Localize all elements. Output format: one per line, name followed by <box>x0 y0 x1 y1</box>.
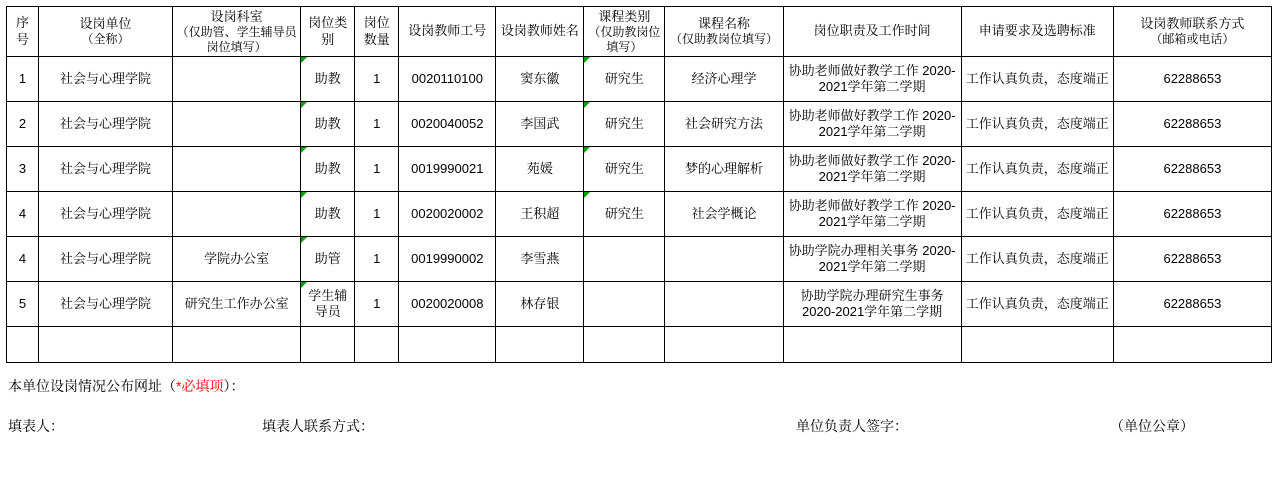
signature-line <box>6 415 1272 435</box>
cell-course-name[interactable] <box>665 237 783 282</box>
filler-contact-label: 填表人联系方式： <box>262 418 374 435</box>
cell-count[interactable]: 1 <box>355 282 399 327</box>
cell-course-type[interactable]: 研究生 <box>584 192 665 237</box>
cell-course-name[interactable]: 社会研究方法 <box>665 102 783 147</box>
cell-count[interactable]: 1 <box>355 57 399 102</box>
cell-course-type[interactable]: 研究生 <box>584 102 665 147</box>
cell-count[interactable]: 1 <box>355 147 399 192</box>
cell-course-name[interactable] <box>665 282 783 327</box>
header-course-name <box>665 7 783 57</box>
publish-url-line <box>6 375 1272 397</box>
cell-teacher-name[interactable]: 窦东徽 <box>496 57 584 102</box>
header-type-title: 岗位类别 <box>308 15 348 47</box>
header-course-name-title: 课程名称 <box>697 16 750 32</box>
cell-type[interactable]: 助教 <box>301 102 355 147</box>
cell-office[interactable] <box>173 102 301 147</box>
cell-contact[interactable] <box>1113 327 1271 363</box>
cell-office[interactable]: 学院办公室 <box>173 237 301 282</box>
header-count-title: 岗位数量 <box>363 15 390 47</box>
cell-count[interactable]: 1 <box>355 192 399 237</box>
header-teacher-id <box>399 7 496 57</box>
table-row[interactable] <box>7 327 1272 363</box>
cell-count[interactable]: 1 <box>355 102 399 147</box>
table-row[interactable] <box>7 282 1272 327</box>
table-header-row <box>7 7 1272 57</box>
cell-type[interactable]: 助管 <box>301 237 355 282</box>
cell-contact[interactable]: 62288653 <box>1113 147 1271 192</box>
cell-teacher-id[interactable]: 0020110100 <box>399 57 496 102</box>
cell-comment-marker <box>301 282 307 288</box>
cell-office[interactable] <box>173 192 301 237</box>
cell-duty[interactable]: 协助学院办理研究生事务 2020-2021学年第二学期 <box>783 282 961 327</box>
table-row[interactable] <box>7 237 1272 282</box>
cell-course-name[interactable]: 梦的心理解析 <box>665 147 783 192</box>
cell-requirement[interactable]: 工作认真负责，态度端正 <box>961 147 1113 192</box>
cell-comment-marker <box>584 192 590 198</box>
cell-office[interactable] <box>173 147 301 192</box>
cell-teacher-id[interactable]: 0019990002 <box>399 237 496 282</box>
cell-course-type[interactable]: 研究生 <box>584 147 665 192</box>
cell-type[interactable]: 助教 <box>301 57 355 102</box>
header-course-type-sub: （仅助教岗位填写） <box>588 25 661 54</box>
leader-signature-label: 单位负责人签字： <box>796 418 908 435</box>
cell-unit[interactable]: 社会与心理学院 <box>39 237 173 282</box>
cell-type[interactable]: 助教 <box>301 192 355 237</box>
cell-contact[interactable]: 62288653 <box>1113 102 1271 147</box>
publish-url-prefix: 本单位设岗情况公布网址（ <box>8 378 176 395</box>
cell-teacher-id[interactable]: 0020020002 <box>399 192 496 237</box>
cell-teacher-name[interactable]: 林存银 <box>496 282 584 327</box>
cell-course-type[interactable] <box>584 237 665 282</box>
cell-contact[interactable]: 62288653 <box>1113 237 1271 282</box>
cell-contact[interactable]: 62288653 <box>1113 282 1271 327</box>
header-no <box>7 7 39 57</box>
cell-duty[interactable]: 协助老师做好教学工作 2020-2021学年第二学期 <box>783 102 961 147</box>
header-count <box>355 7 399 57</box>
cell-course-name[interactable]: 经济心理学 <box>665 57 783 102</box>
cell-requirement[interactable]: 工作认真负责，态度端正 <box>961 102 1113 147</box>
cell-type[interactable]: 助教 <box>301 147 355 192</box>
cell-count[interactable] <box>355 327 399 363</box>
header-course-type-title: 课程类别 <box>598 9 651 24</box>
header-teacher-id-title: 设岗教师工号 <box>408 23 487 39</box>
cell-comment-marker <box>584 147 590 153</box>
header-unit-sub: （全称） <box>81 32 130 47</box>
cell-course-name[interactable]: 社会学概论 <box>665 192 783 237</box>
cell-office[interactable] <box>173 57 301 102</box>
cell-comment-marker <box>301 147 307 153</box>
header-course-name-sub: （仅助教岗位填写） <box>669 32 778 47</box>
cell-teacher-name[interactable]: 李雪燕 <box>496 237 584 282</box>
table-row[interactable] <box>7 147 1272 192</box>
table-row[interactable] <box>7 192 1272 237</box>
cell-duty[interactable]: 协助老师做好教学工作 2020-2021学年第二学期 <box>783 192 961 237</box>
cell-course-type[interactable] <box>584 327 665 363</box>
cell-teacher-name[interactable]: 苑媛 <box>496 147 584 192</box>
cell-no[interactable]: 1 <box>7 57 39 102</box>
cell-requirement[interactable]: 工作认真负责，态度端正 <box>961 57 1113 102</box>
header-contact-sub: （邮箱或电话） <box>1150 32 1235 47</box>
header-duty <box>783 7 961 57</box>
header-teacher-name-title: 设岗教师姓名 <box>500 23 579 39</box>
cell-unit[interactable]: 社会与心理学院 <box>39 57 173 102</box>
cell-contact[interactable]: 62288653 <box>1113 192 1271 237</box>
header-office <box>173 7 301 57</box>
table-row[interactable] <box>7 102 1272 147</box>
cell-teacher-id[interactable]: 0020020008 <box>399 282 496 327</box>
cell-no[interactable]: 3 <box>7 147 39 192</box>
table-row[interactable] <box>7 57 1272 102</box>
cell-teacher-name[interactable]: 李国武 <box>496 102 584 147</box>
cell-course-type[interactable] <box>584 282 665 327</box>
cell-teacher-name[interactable] <box>496 327 584 363</box>
header-no-title: 序号 <box>16 15 30 47</box>
header-course-type <box>584 7 665 57</box>
header-contact-title: 设岗教师联系方式 <box>1140 16 1245 32</box>
cell-teacher-name[interactable]: 王积超 <box>496 192 584 237</box>
cell-teacher-id[interactable]: 0019990021 <box>399 147 496 192</box>
cell-course-type[interactable]: 研究生 <box>584 57 665 102</box>
cell-duty[interactable]: 协助老师做好教学工作 2020-2021学年第二学期 <box>783 57 961 102</box>
cell-count[interactable]: 1 <box>355 237 399 282</box>
cell-teacher-id[interactable]: 0020040052 <box>399 102 496 147</box>
header-duty-title: 岗位职责及工作时间 <box>813 23 931 39</box>
cell-duty[interactable] <box>783 327 961 363</box>
cell-contact[interactable]: 62288653 <box>1113 57 1271 102</box>
header-unit <box>39 7 173 57</box>
cell-comment-marker <box>301 192 307 198</box>
header-contact <box>1113 7 1271 57</box>
cell-unit[interactable]: 社会与心理学院 <box>39 282 173 327</box>
cell-course-name[interactable] <box>665 327 783 363</box>
cell-no[interactable]: 4 <box>7 192 39 237</box>
header-type <box>301 7 355 57</box>
cell-comment-marker <box>584 57 590 63</box>
cell-unit[interactable]: 社会与心理学院 <box>39 147 173 192</box>
required-marker: *必填项 <box>176 378 224 395</box>
cell-duty[interactable]: 协助学院办理相关事务 2020-2021学年第二学期 <box>783 237 961 282</box>
cell-type[interactable] <box>301 327 355 363</box>
filler-label: 填表人： <box>8 418 64 435</box>
footer-section <box>6 375 1272 435</box>
cell-no[interactable]: 4 <box>7 237 39 282</box>
cell-requirement[interactable]: 工作认真负责，态度端正 <box>961 282 1113 327</box>
cell-unit[interactable]: 社会与心理学院 <box>39 102 173 147</box>
cell-unit[interactable] <box>39 327 173 363</box>
cell-comment-marker <box>584 102 590 108</box>
cell-unit[interactable]: 社会与心理学院 <box>39 192 173 237</box>
publish-url-suffix: ）： <box>223 378 245 395</box>
cell-requirement[interactable]: 工作认真负责，态度端正 <box>961 192 1113 237</box>
header-teacher-name <box>496 7 584 57</box>
cell-teacher-id[interactable] <box>399 327 496 363</box>
cell-requirement[interactable] <box>961 327 1113 363</box>
cell-office[interactable] <box>173 327 301 363</box>
post-setup-table <box>6 6 1272 363</box>
cell-comment-marker <box>301 237 307 243</box>
header-unit-title: 设岗单位 <box>79 16 132 32</box>
header-office-title: 设岗科室 <box>210 9 263 24</box>
official-seal-label: （单位公章） <box>1110 418 1194 435</box>
header-requirement <box>961 7 1113 57</box>
cell-no[interactable] <box>7 327 39 363</box>
cell-duty[interactable]: 协助老师做好教学工作 2020-2021学年第二学期 <box>783 147 961 192</box>
cell-comment-marker <box>301 102 307 108</box>
cell-office[interactable]: 研究生工作办公室 <box>173 282 301 327</box>
header-requirement-title: 申请要求及选聘标准 <box>978 23 1096 39</box>
header-office-sub: （仅助管、学生辅导员岗位填写） <box>176 25 297 54</box>
table-body <box>7 57 1272 363</box>
cell-no[interactable]: 2 <box>7 102 39 147</box>
cell-comment-marker <box>301 57 307 63</box>
cell-no[interactable]: 5 <box>7 282 39 327</box>
cell-requirement[interactable]: 工作认真负责，态度端正 <box>961 237 1113 282</box>
cell-type[interactable]: 学生辅导员 <box>301 282 355 327</box>
